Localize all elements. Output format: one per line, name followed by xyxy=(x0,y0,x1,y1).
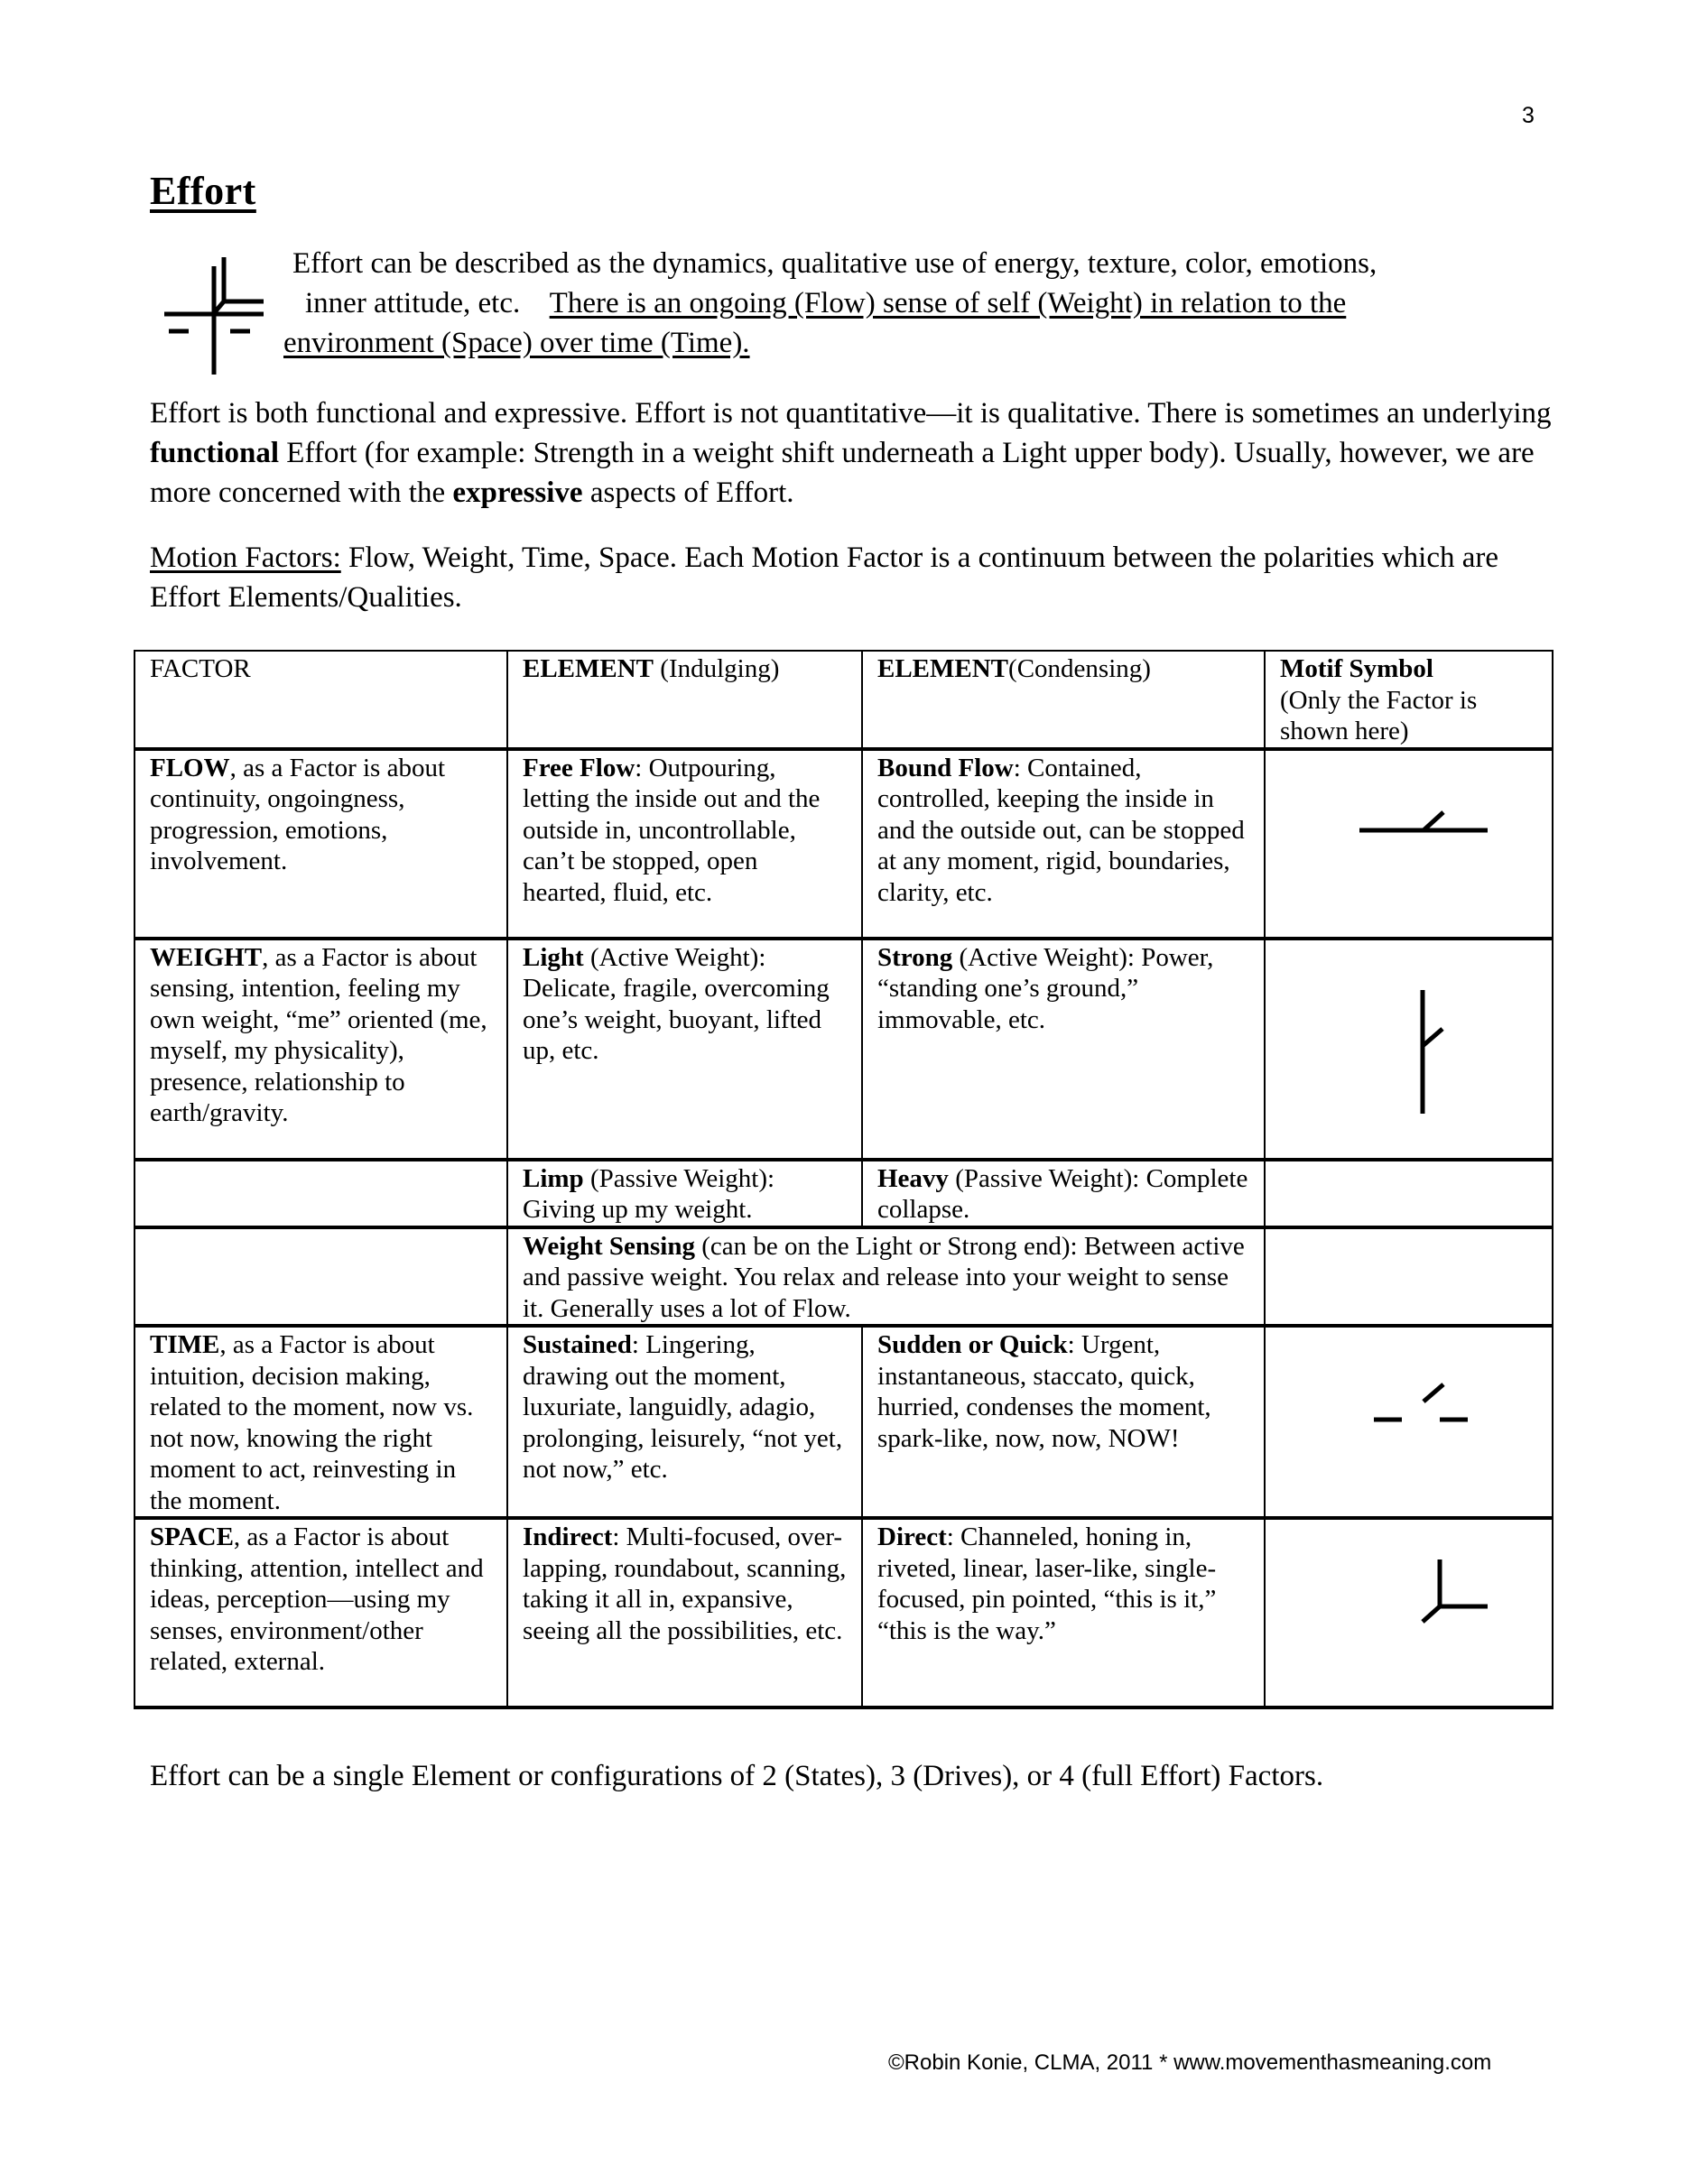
header-factor-label: FACTOR xyxy=(150,654,251,683)
table-row-weight-sensing xyxy=(134,1227,1553,1327)
indulging-element-name: Light xyxy=(523,942,584,972)
factor-name: FLOW xyxy=(150,753,230,782)
factor-cell xyxy=(134,1518,507,1707)
page-title: Effort xyxy=(150,169,256,213)
header-motif-rest: (Only the Factor is shown here) xyxy=(1280,685,1478,745)
weight-symbol-icon xyxy=(1280,942,1568,1123)
space-symbol-icon xyxy=(1280,1522,1568,1648)
effort-factors-table xyxy=(134,650,1554,1709)
factor-description: , as a Factor is about intuition, decision making, related to the moment, now vs. not now, knowing the right moment to act, reinvesting in the moment. xyxy=(150,1330,474,1515)
weight-sensing-cell xyxy=(507,1227,1265,1327)
indulging-element-description: : Outpouring, letting the inside out and the outside in, uncontrollable, can’t be stopped, open hearted, fluid, etc. xyxy=(523,753,821,907)
paragraph1-text-3: aspects of Effort. xyxy=(582,477,794,509)
header-indulging-rest: (Indulging) xyxy=(654,654,780,683)
condensing-cell xyxy=(862,1326,1265,1518)
header-motif-symbol xyxy=(1265,651,1553,749)
indulging-cell xyxy=(507,749,862,939)
condensing-element-name: Direct xyxy=(877,1522,947,1551)
table-row-flow xyxy=(134,749,1553,939)
table-header-row xyxy=(134,651,1553,749)
flow-symbol-icon xyxy=(1280,753,1568,834)
motif-symbol-cell xyxy=(1265,1518,1553,1707)
condensing-cell xyxy=(862,939,1265,1160)
indulging-element-description: : Lingering, drawing out the moment, luxuriate, languidly, adagio, prolonging, leisurely, “not yet, not now,” etc. xyxy=(523,1330,843,1484)
condensing-element-description: (Passive Weight): Complete collapse. xyxy=(877,1163,1248,1224)
condensing-cell xyxy=(862,1160,1265,1227)
motif-symbol-cell xyxy=(1265,939,1553,1160)
motif-symbol-cell-empty xyxy=(1265,1160,1553,1227)
footer-copyright: ©Robin Konie, CLMA, 2011 * www.movementhasmeaning.com xyxy=(888,2050,1492,2075)
indulging-element-description: (Active Weight): Delicate, fragile, overcoming one’s weight, buoyant, lifted up, etc. xyxy=(523,942,830,1065)
motif-symbol-cell xyxy=(1265,1326,1553,1518)
factor-description: , as a Factor is about sensing, intention, feeling my own weight, “me” oriented (me, myself, my physicality), presence, relationship to earth/gravity. xyxy=(150,942,487,1127)
condensing-element-description: : Channeled, honing in, riveted, linear, laser-like, single-focused, pin pointed, “this is it,” “this is the way.” xyxy=(877,1522,1217,1645)
factor-cell-empty xyxy=(134,1227,507,1327)
factor-name: TIME xyxy=(150,1330,220,1359)
indulging-cell xyxy=(507,939,862,1160)
intro-line-2-plain: inner attitude, etc. xyxy=(305,287,521,319)
effort-graph-symbol-icon xyxy=(164,257,264,375)
motif-symbol-cell xyxy=(1265,749,1553,939)
indulging-element-description: (Passive Weight): Giving up my weight. xyxy=(523,1163,775,1224)
indulging-element-name: Sustained xyxy=(523,1330,632,1359)
condensing-element-name: Sudden or Quick xyxy=(877,1330,1068,1359)
factor-cell xyxy=(134,1326,507,1518)
intro-paragraph xyxy=(280,244,1544,363)
paragraph1-bold-functional: functional xyxy=(150,437,280,469)
motif-symbol-cell-empty xyxy=(1265,1227,1553,1327)
intro-line-3: environment (Space) over time (Time). xyxy=(283,327,750,359)
weight-sensing-description: (can be on the Light or Strong end): Between active and passive weight. You relax and release into your weight to sense it. Generally uses a lot of Flow. xyxy=(523,1231,1245,1323)
condensing-element-name: Heavy xyxy=(877,1163,949,1193)
factor-name: SPACE xyxy=(150,1522,234,1551)
intro-line-1: Effort can be described as the dynamics, qualitative use of energy, texture, color, emotions, xyxy=(292,247,1377,280)
condensing-element-description: : Contained, controlled, keeping the inside in and the outside out, can be stopped at any moment, rigid, boundaries, clarity, etc. xyxy=(877,753,1245,907)
paragraph1-text-2: Effort (for example: Strength in a weight shift underneath a Light upper body). Usually, however, we are more concerned with the xyxy=(150,437,1535,509)
header-condensing-rest: (Condensing) xyxy=(1008,654,1151,683)
table-row-space xyxy=(134,1518,1553,1707)
indulging-cell xyxy=(507,1160,862,1227)
condensing-element-description: : Urgent, instantaneous, staccato, quick, hurried, condenses the moment, spark-like, now, now, NOW! xyxy=(877,1330,1211,1453)
header-condensing-bold: ELEMENT xyxy=(877,654,1009,683)
factor-name: WEIGHT xyxy=(150,942,263,972)
paragraph1-text-1: Effort is both functional and expressive. Effort is not quantitative—it is qualitative. There is sometimes an underlying xyxy=(150,397,1552,430)
motion-factors-label: Motion Factors: xyxy=(150,541,341,574)
intro-line-2-underlined: There is an ongoing (Flow) sense of self (Weight) in relation to the xyxy=(549,287,1347,319)
header-indulging-bold: ELEMENT xyxy=(523,654,654,683)
functional-expressive-paragraph xyxy=(150,393,1558,513)
condensing-cell xyxy=(862,1518,1265,1707)
condensing-element-name: Bound Flow xyxy=(877,753,1014,782)
table-row-time xyxy=(134,1326,1553,1518)
header-factor xyxy=(134,651,507,749)
indulging-element-name: Limp xyxy=(523,1163,584,1193)
indulging-cell xyxy=(507,1518,862,1707)
table-row-passive-weight xyxy=(134,1160,1553,1227)
header-motif-bold: Motif Symbol xyxy=(1280,654,1433,683)
condensing-cell xyxy=(862,749,1265,939)
factor-cell xyxy=(134,939,507,1160)
indulging-cell xyxy=(507,1326,862,1518)
page-number: 3 xyxy=(1522,103,1535,128)
indulging-element-description: : Multi-focused, over-lapping, roundabout, scanning, taking it all in, expansive, seeing all the possibilities, etc. xyxy=(523,1522,847,1645)
paragraph1-bold-expressive: expressive xyxy=(452,477,583,509)
indulging-element-name: Free Flow xyxy=(523,753,635,782)
table-row-weight xyxy=(134,939,1553,1160)
intro-line-2 xyxy=(280,283,1544,323)
factor-description: , as a Factor is about thinking, attention, intellect and ideas, perception—using my senses, environment/other related, external. xyxy=(150,1522,484,1676)
condensing-element-name: Strong xyxy=(877,942,953,972)
closing-statement: Effort can be a single Element or configurations of 2 (States), 3 (Drives), or 4 (full Effort) Factors. xyxy=(150,1760,1324,1792)
factor-cell-empty xyxy=(134,1160,507,1227)
motion-factors-paragraph xyxy=(150,538,1558,617)
header-element-indulging xyxy=(507,651,862,749)
weight-sensing-name: Weight Sensing xyxy=(523,1231,695,1261)
indulging-element-name: Indirect xyxy=(523,1522,613,1551)
factor-description: , as a Factor is about continuity, ongoingness, progression, emotions, involvement. xyxy=(150,753,446,875)
header-element-condensing xyxy=(862,651,1265,749)
time-symbol-icon xyxy=(1280,1329,1568,1438)
condensing-element-description: (Active Weight): Power, “standing one’s ground,” immovable, etc. xyxy=(877,942,1214,1034)
motion-factors-text: Flow, Weight, Time, Space. Each Motion Factor is a continuum between the polarities which are Effort Elements/Qualities. xyxy=(150,541,1499,614)
factor-cell xyxy=(134,749,507,939)
